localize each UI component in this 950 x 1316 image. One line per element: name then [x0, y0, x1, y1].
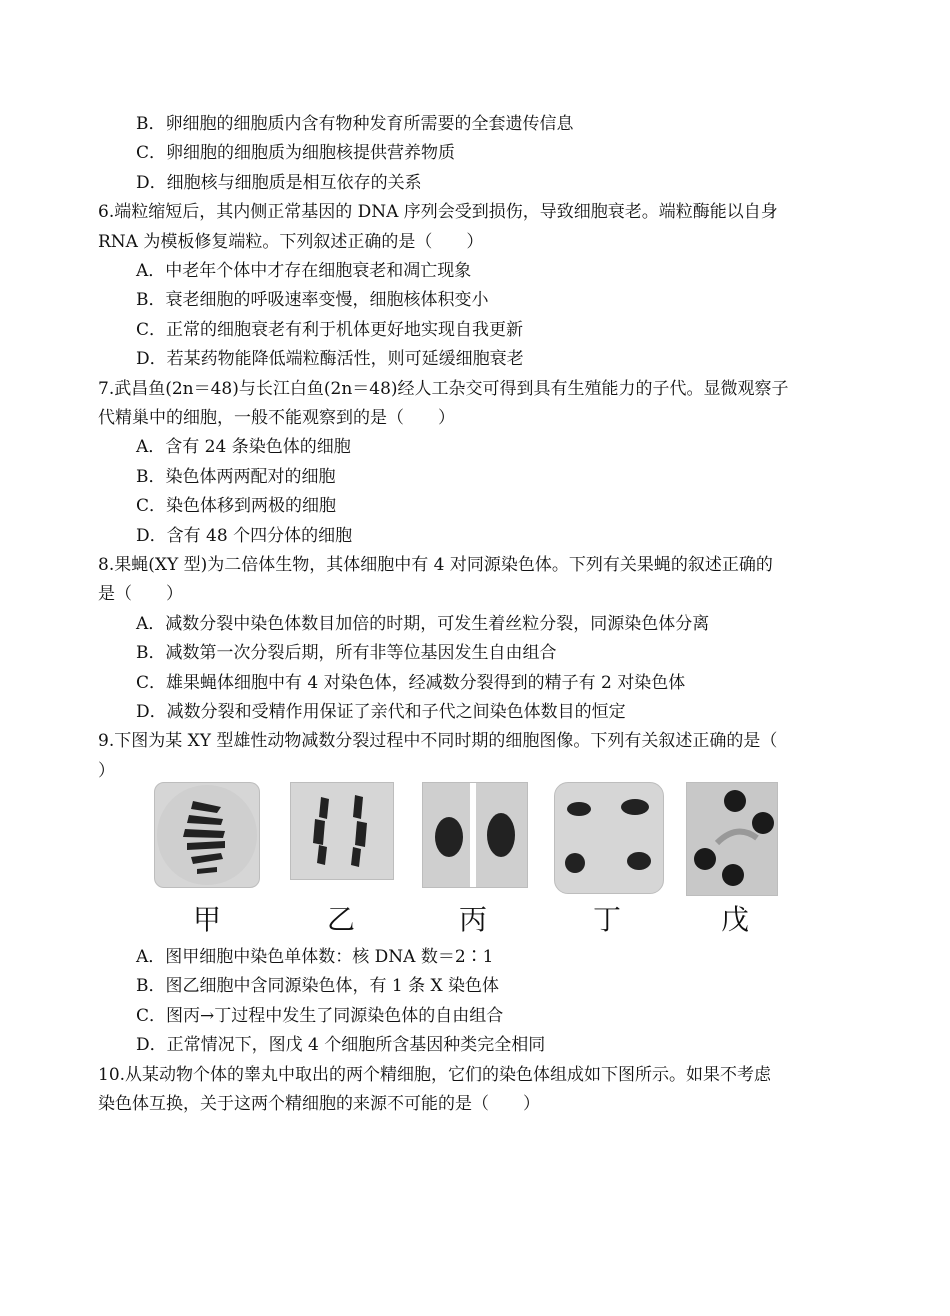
option-text: C．染色体移到两极的细胞 — [136, 496, 337, 517]
figure-label-bing: 丙 — [458, 903, 487, 936]
figure-label-wu: 戊 — [720, 903, 749, 936]
figure-label-jia: 甲 — [192, 903, 221, 936]
question-text: 8.果蝇(XY 型)为二倍体生物，其体细胞中有 4 对同源染色体。下列有关果蝇的叙述正确的 — [98, 555, 773, 575]
option-text: C．正常的细胞衰老有利于机体更好地实现自我更新 — [136, 319, 524, 340]
option-text: A．中老年个体中才存在细胞衰老和凋亡现象 — [136, 261, 472, 281]
question-text: 9.下图为某 XY 型雄性动物减数分裂过程中不同时期的细胞图像。下列有关叙述正确的是（ — [98, 731, 778, 752]
option-text: D．减数分裂和受精作用保证了亲代和子代之间染色体数目的恒定 — [136, 702, 626, 722]
cell-image-bing — [422, 782, 528, 888]
figure-label-ding: 丁 — [592, 903, 621, 936]
question-text: 7.武昌鱼(2n＝48)与长江白鱼(2n＝48)经人工杂交可得到具有生殖能力的子代。显微观察子 — [98, 378, 789, 399]
cell-image-wu — [686, 782, 778, 896]
meiosis-figure — [150, 782, 790, 942]
question-text: 10.从某动物个体的睾丸中取出的两个精细胞，它们的染色体组成如下图所示。如果不考虑 — [98, 1064, 772, 1085]
option-text: C．卵细胞的细胞质为细胞核提供营养物质 — [136, 143, 456, 164]
option-text: D．正常情况下，图戊 4 个细胞所含基因种类完全相同 — [136, 1035, 546, 1056]
option-text: A．含有 24 条染色体的细胞 — [136, 437, 351, 458]
question-text: 染色体互换，关于这两个精细胞的来源不可能的是（ ） — [98, 1094, 540, 1114]
option-text: D．细胞核与细胞质是相互依存的关系 — [136, 172, 422, 193]
option-text: B．染色体两两配对的细胞 — [136, 466, 336, 487]
question-text: 代精巢中的细胞，一般不能观察到的是（ ） — [98, 408, 455, 428]
question-text: RNA 为模板修复端粒。下列叙述正确的是（ ） — [98, 231, 484, 252]
option-text: D．若某药物能降低端粒酶活性，则可延缓细胞衰老 — [136, 349, 524, 370]
option-text: C．图丙→丁过程中发生了同源染色体的自由组合 — [136, 1005, 504, 1026]
option-text: B．减数第一次分裂后期，所有非等位基因发生自由组合 — [136, 643, 557, 664]
cell-image-jia — [154, 782, 260, 888]
cell-image-yi — [290, 782, 394, 880]
option-text: A．减数分裂中染色体数目加倍的时期，可发生着丝粒分裂，同源染色体分离 — [136, 613, 710, 634]
option-text: B．衰老细胞的呼吸速率变慢，细胞核体积变小 — [136, 290, 489, 311]
option-text: A．图甲细胞中染色单体数：核 DNA 数＝2∶1 — [136, 947, 494, 967]
question-text: 是（ ） — [98, 584, 183, 605]
question-text: 6.端粒缩短后，其内侧正常基因的 DNA 序列会受到损伤，导致细胞衰老。端粒酶能以自身 — [98, 202, 778, 223]
option-text: B．图乙细胞中含同源染色体，有 1 条 X 染色体 — [136, 976, 500, 997]
option-text: C．雄果蝇体细胞中有 4 对染色体，经减数分裂得到的精子有 2 对染色体 — [136, 672, 686, 693]
cell-image-ding — [554, 782, 664, 894]
option-text: B．卵细胞的细胞质内含有物种发育所需要的全套遗传信息 — [136, 114, 574, 134]
figure-label-yi: 乙 — [326, 903, 355, 936]
question-text: ） — [98, 760, 115, 781]
option-text: D．含有 48 个四分体的细胞 — [136, 525, 353, 546]
